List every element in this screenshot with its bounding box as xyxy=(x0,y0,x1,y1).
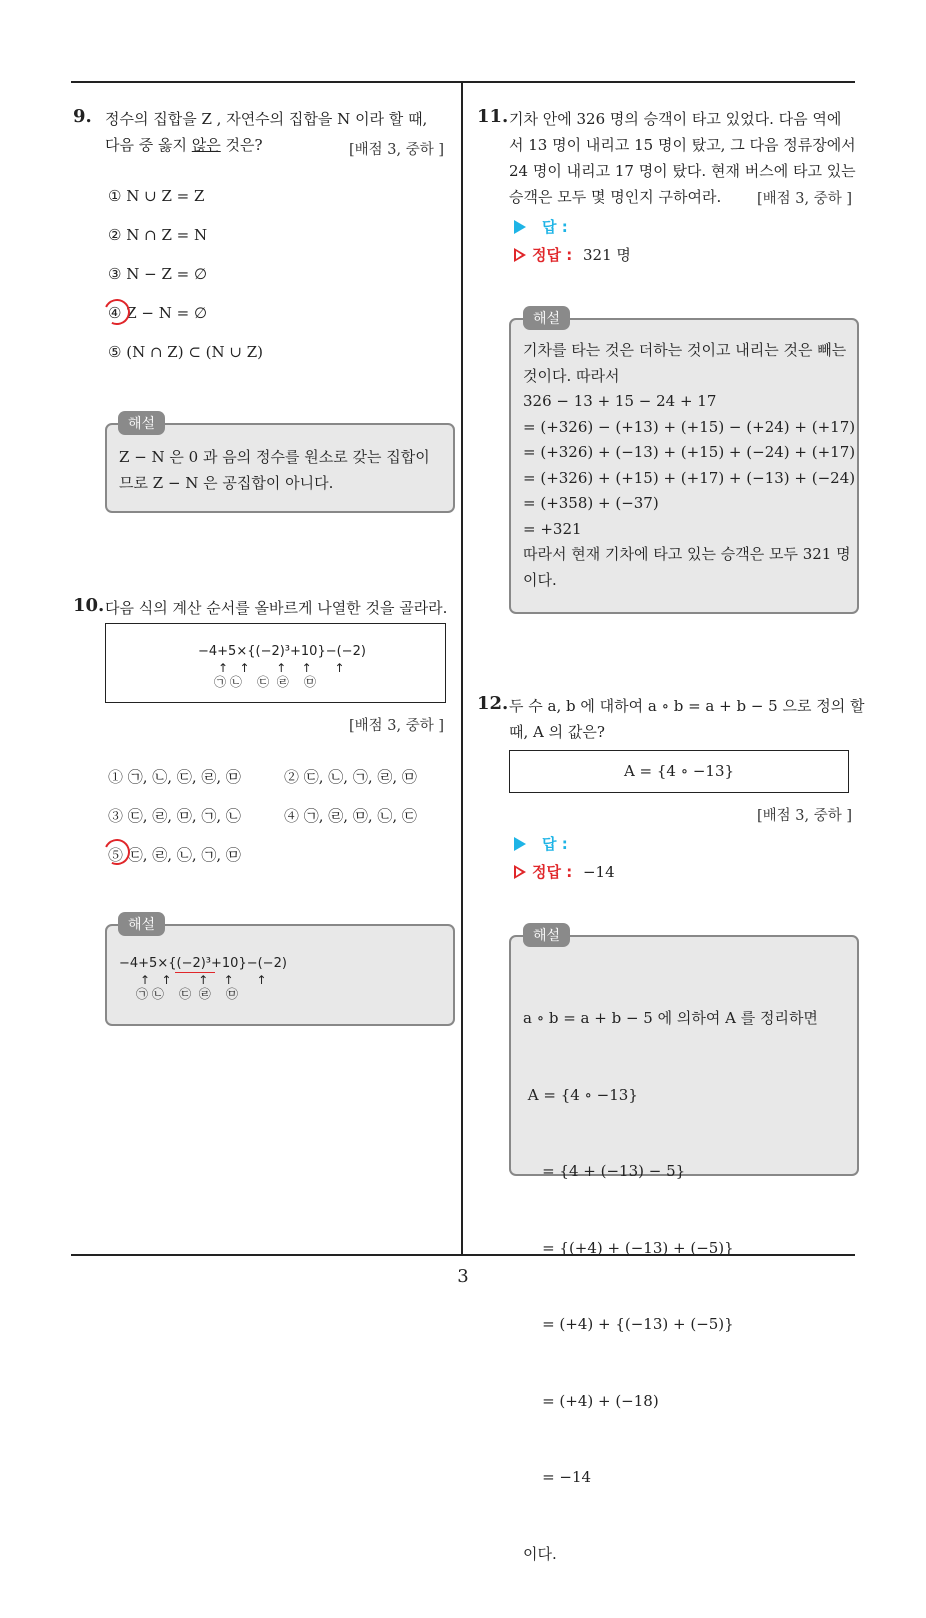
q11-correct-value: 321 명 xyxy=(582,246,631,264)
q9-choice-4[interactable]: ④ Z − N = ∅ xyxy=(108,304,208,322)
q11-text: 기차 안에 326 명의 승객이 타고 있었다. 다음 역에 서 13 명이 내리고 15 명이 탔고, 그 다음 정류장에서 24 명이 내리고 17 명이 탔다. 현재 버스에 타고 있는 승객은 모두 몇 명인지 구하여라. xyxy=(509,110,856,206)
q10-choice-2[interactable]: ② ㉢, ㉡, ㉠, ㉣, ㉤ xyxy=(284,768,417,786)
top-rule xyxy=(71,81,855,83)
q10-choice-3[interactable]: ③ ㉢, ㉣, ㉤, ㉠, ㉡ xyxy=(108,807,241,825)
q12-formula-box xyxy=(509,750,849,793)
q11-explanation-text: 기차를 타는 것은 더하는 것이고 내리는 것은 빼는 것이다. 따라서 326 − 13 + 15 − 24 + 17 = (+326) − (+13) + (+15) − (+24) + (+17) = (+326) + (−13) + (+15) + (−24) + (+17) = (+326) + (+15) + (+17) + (−13) + (−24) = (+358) + (−37) = +321 따라서 현재 기차에 타고 있는 승객은 모두 321 명 이다. xyxy=(523,341,856,589)
q12-answer-row xyxy=(514,833,568,854)
hollow-arrow-icon xyxy=(514,248,526,262)
q11-answer-label: 답 : xyxy=(542,218,568,236)
q12-explanation-tab: 해설 xyxy=(523,923,570,947)
q9-number: 9. xyxy=(73,106,92,127)
play-arrow-icon xyxy=(514,220,526,234)
q12-number: 12. xyxy=(477,693,509,714)
q10-explanation-marks: ㉠ ㉡ ㉢ ㉣ ㉤ xyxy=(136,987,238,1001)
q10-score-meta: [배점 3, 중하 ] xyxy=(349,718,445,734)
q10-text: 다음 식의 계산 순서를 올바르게 나열한 것을 골라라. xyxy=(105,599,448,617)
q9-choice-1[interactable]: ① N ∪ Z = Z xyxy=(108,187,205,205)
q11-score-meta: [배점 3, 중하 ] xyxy=(757,191,853,207)
q9-line2: 다음 중 옳지 않은 것은? xyxy=(105,136,263,154)
q9-explanation-text: Z − N 은 0 과 음의 정수를 원소로 갖는 집합이 므로 Z − N 은 공집합이 아니다. xyxy=(119,448,430,492)
q12-correct-label: 정답 : xyxy=(532,863,573,881)
column-divider xyxy=(461,81,463,1256)
q9-explanation-box xyxy=(105,423,455,513)
q12-answer-label: 답 : xyxy=(542,835,568,853)
q11-number: 11. xyxy=(477,106,509,127)
q12-score-meta: [배점 3, 중하 ] xyxy=(757,808,853,824)
q10-step-marks: ㉠ ㉡ ㉢ ㉣ ㉤ xyxy=(214,675,316,689)
q10-choice-1[interactable]: ① ㉠, ㉡, ㉢, ㉣, ㉤ xyxy=(108,768,241,786)
page-number: 3 xyxy=(457,1266,469,1287)
q10-explanation-box xyxy=(105,924,455,1026)
q10-explanation-expression: −4+5×{(−2)³+10}−(−2) xyxy=(119,956,287,971)
q11-explanation-box xyxy=(509,318,859,614)
hollow-arrow-icon xyxy=(514,865,526,879)
q12-explanation-text: a ∘ b = a + b − 5 에 의하여 A 를 정리하면 A = {4 ∘ −13} = {4 + (−13) − 5} = {(+4) + (−13) + (−5)} = (+4) + {(−13) + (−5)} = (+4) + (−18) = −14 이다. xyxy=(523,1009,818,1563)
q11-correct-label: 정답 : xyxy=(532,246,573,264)
q10-number: 10. xyxy=(73,595,105,616)
q9-choice-5[interactable]: ⑤ (N ∩ Z) ⊂ (N ∪ Z) xyxy=(108,343,264,361)
q11-answer-row xyxy=(514,216,568,237)
q9-choice-3[interactable]: ③ N − Z = ∅ xyxy=(108,265,208,283)
q9-selected-circle-icon xyxy=(100,295,133,328)
q12-correct-row xyxy=(514,861,615,882)
q10-expression: −4+5×{(−2)³+10}−(−2) xyxy=(198,644,366,659)
q9-underlined-word: 않은 xyxy=(191,136,221,154)
q12-correct-value: −14 xyxy=(582,863,615,881)
q10-explanation-arrows: ↑ ↑ ↑ ↑ ↑ xyxy=(140,973,267,987)
q11-correct-row xyxy=(514,244,631,265)
q9-score-meta: [배점 3, 중하 ] xyxy=(349,142,445,158)
play-arrow-icon xyxy=(514,837,526,851)
q10-choice-4[interactable]: ④ ㉠, ㉣, ㉤, ㉡, ㉢ xyxy=(284,807,417,825)
q9-line1: 정수의 집합을 Z , 자연수의 집합을 N 이라 할 때, xyxy=(105,110,428,128)
q10-expression-box xyxy=(105,623,446,703)
q10-arrows: ↑ ↑ ↑ ↑ ↑ xyxy=(218,661,345,675)
q12-text: 두 수 a, b 에 대하여 a ∘ b = a + b − 5 으로 정의 할 때, A 의 값은? xyxy=(509,697,865,741)
q10-explanation-tab: 해설 xyxy=(118,912,165,936)
q12-explanation-box xyxy=(509,935,859,1563)
q10-choice-5[interactable]: ⑤ ㉢, ㉣, ㉡, ㉠, ㉤ xyxy=(108,846,241,864)
q9-explanation-tab: 해설 xyxy=(118,411,165,435)
q9-choice-2[interactable]: ② N ∩ Z = N xyxy=(108,226,208,244)
q11-explanation-tab: 해설 xyxy=(523,306,570,330)
q12-formula: A = {4 ∘ −13} xyxy=(623,762,735,780)
